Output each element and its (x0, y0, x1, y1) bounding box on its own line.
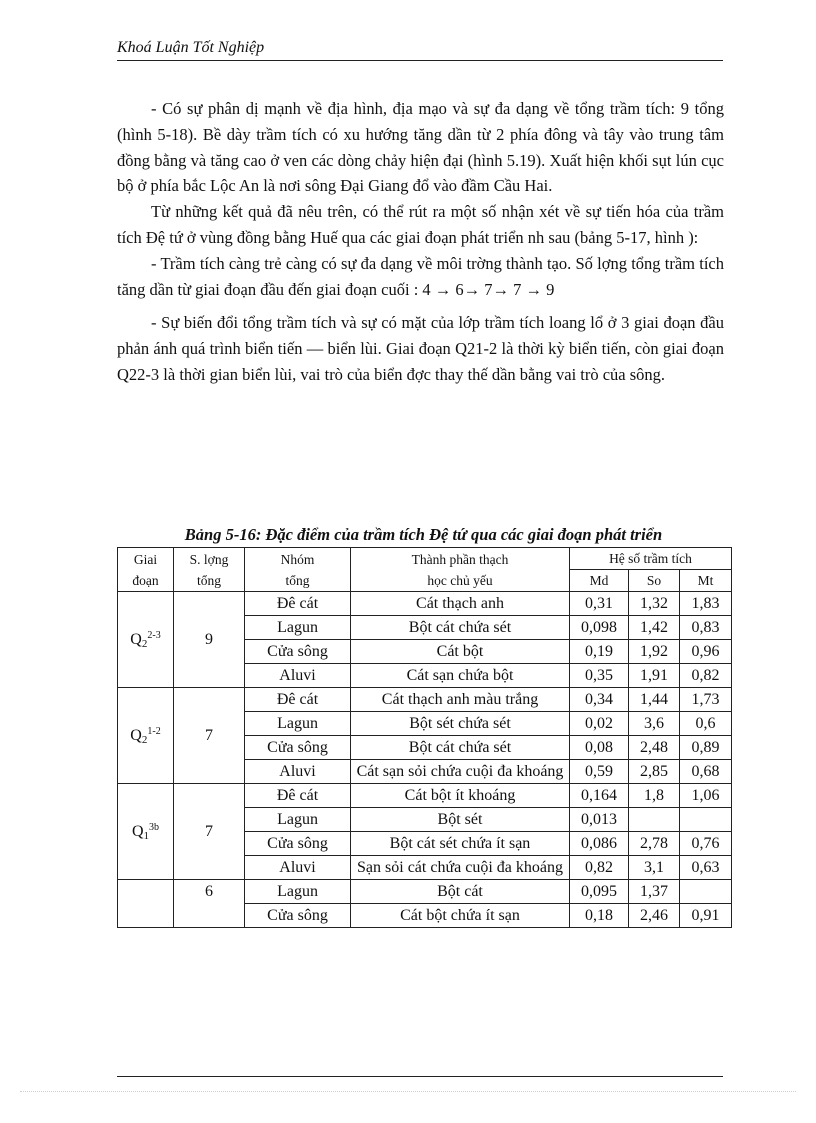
header-so: So (629, 570, 680, 592)
group-cell: Lagun (245, 808, 351, 832)
composition-cell: Cát sạn sỏi chứa cuội đa khoáng (351, 760, 570, 784)
body-text (117, 96, 724, 388)
md-cell: 0,31 (570, 592, 629, 616)
so-cell: 1,44 (629, 688, 680, 712)
md-cell: 0,19 (570, 640, 629, 664)
mt-cell (680, 808, 732, 832)
table-row (118, 592, 732, 616)
group-cell: Aluvi (245, 856, 351, 880)
mt-cell: 1,06 (680, 784, 732, 808)
composition-cell: Bột sét chứa sét (351, 712, 570, 736)
period-subscript: 1 (143, 829, 150, 842)
header-text: Nhóm (280, 551, 315, 567)
mt-cell: 1,83 (680, 592, 732, 616)
period-cell (118, 880, 174, 928)
composition-cell: Cát bột chứa ít sạn (351, 904, 570, 928)
so-cell: 2,78 (629, 832, 680, 856)
header-mt: Mt (680, 570, 732, 592)
so-cell: 1,8 (629, 784, 680, 808)
period-cell (118, 688, 174, 784)
group-cell: Đê cát (245, 592, 351, 616)
group-cell: Aluvi (245, 760, 351, 784)
so-cell: 1,92 (629, 640, 680, 664)
so-cell: 1,32 (629, 592, 680, 616)
header-text: học chủ yếu (427, 572, 493, 588)
composition-cell: Bột cát (351, 880, 570, 904)
so-cell: 1,42 (629, 616, 680, 640)
so-cell: 1,37 (629, 880, 680, 904)
sediment-table (117, 547, 732, 928)
so-cell: 2,85 (629, 760, 680, 784)
md-cell: 0,82 (570, 856, 629, 880)
header-count (174, 548, 245, 592)
count-cell: 7 (174, 688, 245, 784)
md-cell: 0,098 (570, 616, 629, 640)
md-cell: 0,34 (570, 688, 629, 712)
composition-cell: Bột cát chứa sét (351, 616, 570, 640)
period-superscript: 2-3 (147, 629, 161, 641)
period-subscript: 2 (141, 637, 148, 650)
composition-cell: Bột cát sét chứa ít sạn (351, 832, 570, 856)
header-composition (351, 548, 570, 592)
md-cell: 0,086 (570, 832, 629, 856)
md-cell: 0,59 (570, 760, 629, 784)
count-cell: 9 (174, 592, 245, 688)
md-cell: 0,164 (570, 784, 629, 808)
header-text: Thành phần thạch (411, 551, 509, 567)
page-header: Khoá Luận Tốt Nghiệp (117, 39, 265, 56)
mt-cell: 1,73 (680, 688, 732, 712)
mt-cell: 0,82 (680, 664, 732, 688)
so-cell: 2,48 (629, 736, 680, 760)
composition-cell: Cát sạn chứa bột (351, 664, 570, 688)
header-coefficient: Hệ số trầm tích (570, 548, 732, 570)
mt-cell: 0,89 (680, 736, 732, 760)
footer-rule (117, 1076, 723, 1077)
group-cell: Lagun (245, 616, 351, 640)
page-edge (20, 1091, 796, 1092)
group-cell: Cửa sông (245, 904, 351, 928)
period-cell (118, 592, 174, 688)
mt-cell: 0,68 (680, 760, 732, 784)
so-cell: 3,6 (629, 712, 680, 736)
group-cell: Cửa sông (245, 640, 351, 664)
period-superscript: 1-2 (147, 725, 161, 737)
period-symbol: Q (130, 630, 142, 648)
header-group (245, 548, 351, 592)
table-body (118, 592, 732, 928)
period-symbol: Q (131, 822, 144, 840)
paragraph: - Sự biến đổi tổng trầm tích và sự có mặt của lớp trầm tích loang lổ ở 3 giai đoạn đầu phản ánh quá trình biển tiến — biển lùi. Giai đoạn Q21-2 là thời kỳ biển tiến, còn giai đoạn Q22-3 là thời gian biển lùi, vai trò của biển đợc thay thế dần bằng vai trò của sông. (117, 313, 724, 384)
composition-cell: Bột cát chứa sét (351, 736, 570, 760)
group-cell: Lagun (245, 880, 351, 904)
so-cell: 2,46 (629, 904, 680, 928)
paragraph: Từ những kết quả đã nêu trên, có thể rút ra một số nhận xét về sự tiến hóa của trầm tích Đệ tứ ở vùng đồng bằng Huế qua các giai đoạn phát triển nh sau (bảng 5-17, hình ): (117, 202, 724, 247)
md-cell: 0,35 (570, 664, 629, 688)
period-superscript: 3b (149, 821, 160, 833)
so-cell: 1,91 (629, 664, 680, 688)
table-row (118, 784, 732, 808)
header-text: tổng (196, 572, 221, 588)
mt-cell (680, 880, 732, 904)
composition-cell: Cát thạch anh màu trắng (351, 688, 570, 712)
composition-cell: Cát bột ít khoáng (351, 784, 570, 808)
count-cell: 7 (174, 784, 245, 880)
composition-cell: Cát thạch anh (351, 592, 570, 616)
header-period (118, 548, 174, 592)
table-row (118, 688, 732, 712)
md-cell: 0,18 (570, 904, 629, 928)
group-cell: Cửa sông (245, 736, 351, 760)
period-symbol: Q (130, 726, 142, 744)
mt-cell: 0,6 (680, 712, 732, 736)
mt-cell: 0,96 (680, 640, 732, 664)
so-cell: 3,1 (629, 856, 680, 880)
header-rule (117, 60, 723, 61)
so-cell (629, 808, 680, 832)
group-cell: Lagun (245, 712, 351, 736)
header-md: Md (570, 570, 629, 592)
mt-cell: 0,76 (680, 832, 732, 856)
header-text: đoạn (132, 572, 159, 588)
table-row (118, 880, 732, 904)
composition-cell: Bột sét (351, 808, 570, 832)
mt-cell: 0,91 (680, 904, 732, 928)
mt-cell: 0,63 (680, 856, 732, 880)
period-subscript: 2 (141, 733, 148, 746)
header-text: Giai (133, 551, 158, 567)
md-cell: 0,02 (570, 712, 629, 736)
paragraph: - Có sự phân dị mạnh về địa hình, địa mạo và sự đa dạng về tổng trầm tích: 9 tổng (hình 5-18). Bề dày trầm tích có xu hướng tăng dần từ 2 phía đông và tây vào trung tâm đồng bằng và tăng cao ở ven các dòng chảy hiện đại (hình 5.19). Xuất hiện khối sụt lún cục bộ ở phía bắc Lộc An là nơi sông Đại Giang đổ vào đầm Cầu Hai. (117, 99, 724, 196)
group-cell: Cửa sông (245, 832, 351, 856)
composition-cell: Sạn sỏi cát chứa cuội đa khoáng (351, 856, 570, 880)
group-cell: Aluvi (245, 664, 351, 688)
period-cell (118, 784, 174, 880)
header-text: tổng (285, 572, 310, 588)
mt-cell: 0,83 (680, 616, 732, 640)
group-cell: Đê cát (245, 784, 351, 808)
header-text: S. lợng (189, 551, 229, 567)
md-cell: 0,013 (570, 808, 629, 832)
md-cell: 0,095 (570, 880, 629, 904)
paragraph: - Trầm tích càng trẻ càng có sự đa dạng về môi trờng thành tạo. Số lợng tổng trầm tích tăng dần từ giai đoạn đầu đến giai đoạn cuối : 4 → 6→ 7→ 7 → 9 (117, 253, 724, 299)
table-caption: Bảng 5-16: Đặc điểm của trầm tích Đệ tứ qua các giai đoạn phát triển (184, 525, 663, 544)
composition-cell: Cát bột (351, 640, 570, 664)
group-cell: Đê cát (245, 688, 351, 712)
count-cell: 6 (174, 880, 245, 928)
md-cell: 0,08 (570, 736, 629, 760)
